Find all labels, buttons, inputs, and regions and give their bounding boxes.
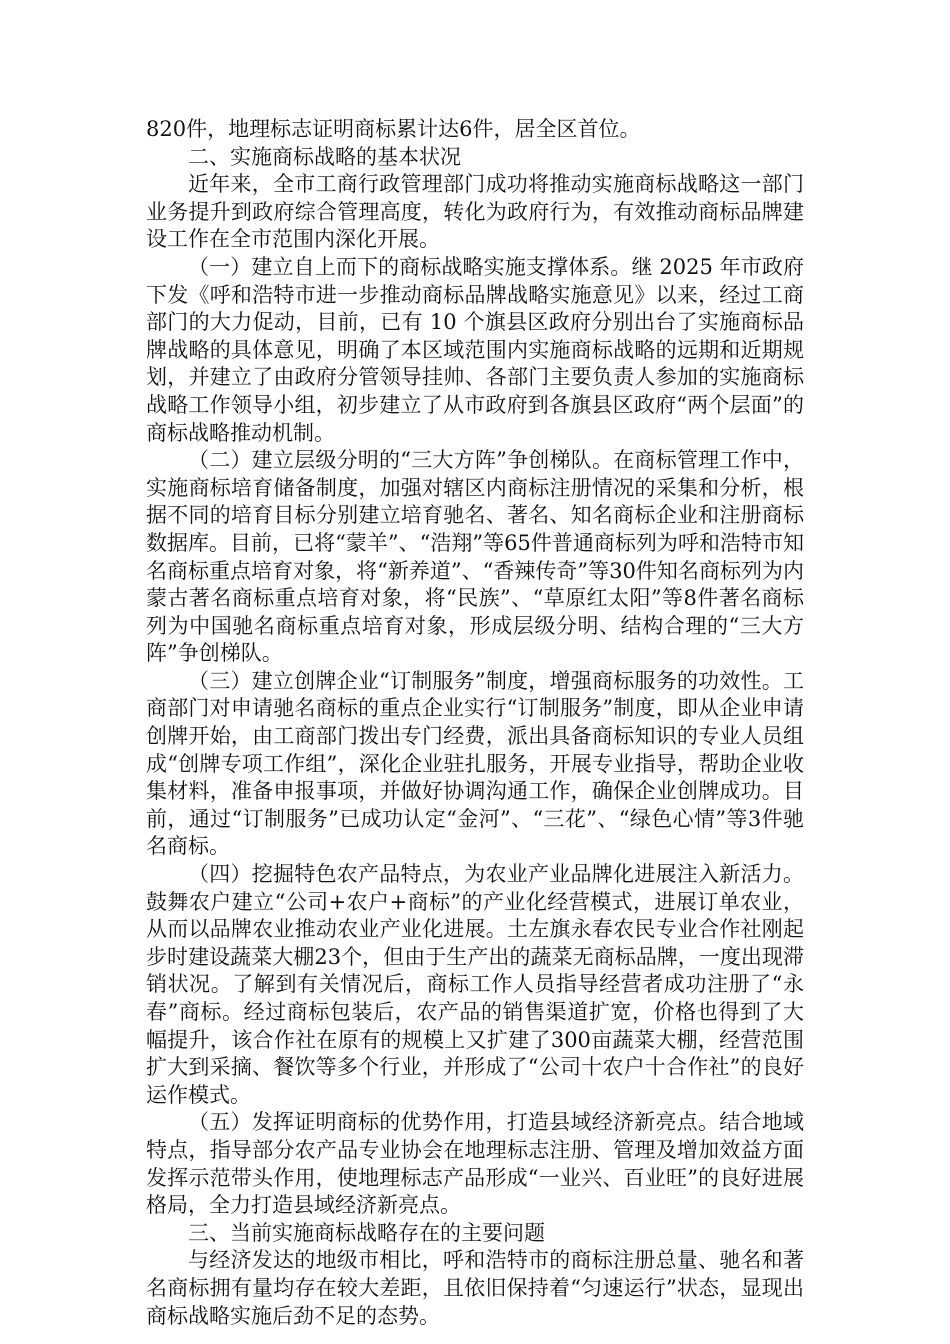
paragraph-item-5: （五）发挥证明商标的优势作用，打造县域经济新亮点。结合地域特点，指导部分农产品专业协会在地理标志注册、管理及增加效益方面发挥示范带头作用，使地理标志产品形成“一业兴、百业旺”的良好进展格局，全力打造县域经济新亮点。: [146, 1110, 804, 1218]
paragraph-intro: 近年来，全市工商行政管理部门成功将推动实施商标战略这一部门业务提升到政府综合管理高度，转化为政府行为，有效推动商标品牌建设工作在全市范围内深化开展。: [146, 172, 804, 252]
paragraph-item-3: （三）建立创牌企业“订制服务”制度，增强商标服务的功效性。工商部门对申请驰名商标的重点企业实行“订制服务”制度，即从企业申请创牌开始，由工商部门拨出专门经费，派出具备商标知识的专业人员组成“创牌专项工作组”，深化企业驻扎服务，开展专业指导，帮助企业收集材料，准备申报事项，并做好协调沟通工作，确保企业创牌成功。目前，通过“订制服务”已成功认定“金河”、“三花”、“绿色心情”等3件驰名商标。: [146, 668, 804, 859]
paragraph-item-1: （一）建立自上而下的商标战略实施支撑体系。继 2025 年市政府下发《呼和浩特市进一步推动商标品牌战略实施意见》以来，经过工商部门的大力促动，目前，已有 10 个旗县区政府分别出台了实施商标品牌战略的具体意见，明确了本区域范围内实施商标战略的远期和近期规划，并建立了由政府分管领导挂帅、各部门主要负责人参加的实施商标战略工作领导小组，初步建立了从市政府到各旗县区政府“两个层面”的商标战略推动机制。: [146, 254, 804, 445]
section-heading-3: 三、当前实施商标战略存在的主要问题: [188, 1220, 545, 1245]
paragraph-continuation: 820件，地理标志证明商标累计达6件，居全区首位。: [146, 117, 641, 141]
paragraph-item-4: （四）挖掘特色农产品特点，为农业产业品牌化进展注入新活力。鼓舞农户建立“公司+农户+商标”的产业化经营模式，进展订单农业，从而以品牌农业推动农业产业化进展。土左旗永春农民专业合作社刚起步时建设蔬菜大棚23个，但由于生产出的蔬菜无商标品牌，一度出现滞销状况。了解到有关情况后，商标工作人员指导经营者成功注册了“永春”商标。经过商标包装后，农产品的销售渠道扩宽，价格也得到了大幅提升，该合作社在原有的规模上又扩建了300亩蔬菜大棚，经营范围扩大到采摘、餐饮等多个行业，并形成了“公司十农户十合作社”的良好运作模式。: [146, 862, 804, 1107]
paragraph-problems: 与经济发达的地级市相比，呼和浩特市的商标注册总量、驰名和著名商标拥有量均存在较大差距，且依旧保持着“匀速运行”状态，显现出商标战略实施后劲不足的态势。: [146, 1248, 804, 1328]
paragraph-item-2: （二）建立层级分明的“三大方阵”争创梯队。在商标管理工作中，实施商标培育储备制度，加强对辖区内商标注册情况的采集和分析，根据不同的培育目标分别建立培育驰名、著名、知名商标企业和注册商标数据库。目前，已将“蒙羊”、“浩翔”等65件普通商标列为呼和浩特市知名商标重点培育对象，将“新养道”、“香辣传奇”等30件知名商标列为内蒙古著名商标重点培育对象，将“民族”、“草原红太阳”等8件著名商标列为中国驰名商标重点培育对象，形成层级分明、结构合理的“三大方阵”争创梯队。: [146, 448, 804, 666]
section-heading-2: 二、实施商标战略的基本状况: [188, 144, 461, 169]
